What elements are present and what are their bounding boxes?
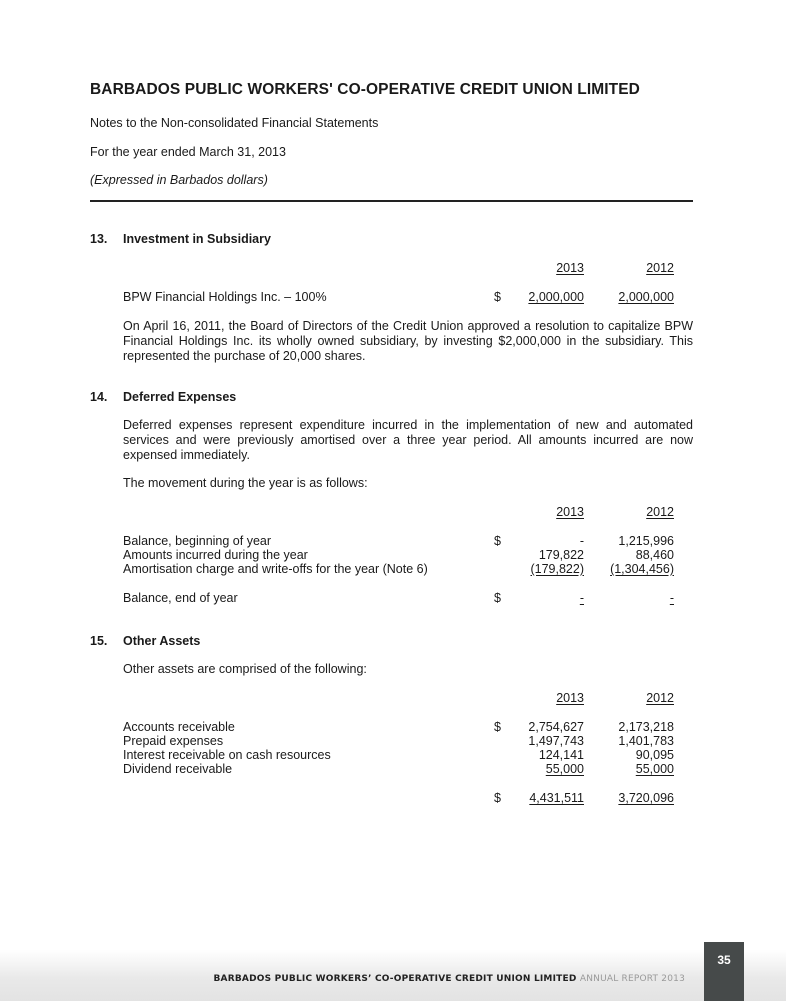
note-14-row-value-2012: (1,304,456) — [610, 562, 674, 576]
page-number: 35 — [717, 953, 731, 967]
note-15-total-currency: $ — [494, 791, 501, 805]
note-13-row-label: BPW Financial Holdings Inc. – 100% — [123, 290, 327, 304]
note-13-col-2013: 2013 — [556, 261, 584, 275]
note-15-row-value-2013: 2,754,627 — [528, 720, 584, 734]
note-14-row-value-2013: - — [579, 534, 584, 548]
note-14-total-2012: - — [669, 591, 674, 605]
note-15-total-2013: 4,431,511 — [529, 791, 584, 805]
note-14-row-label: Balance, beginning of year — [123, 534, 272, 548]
document-subtitle: Notes to the Non-consolidated Financial Statements — [90, 116, 379, 130]
header-divider — [90, 200, 693, 202]
note-15-row-value-2012: 90,095 — [635, 748, 674, 762]
page-number-tab — [704, 942, 744, 1001]
note-14-paragraph: Deferred expenses represent expenditure incurred in the implementation of new and automated services and were previously amortised over a three year period. All amounts incurred are now expensed immediately. — [123, 418, 693, 462]
footer-text — [213, 974, 685, 984]
note-13-currency: $ — [494, 290, 501, 304]
footer-report-name: ANNUAL REPORT 2013 — [579, 974, 685, 984]
note-13-title: Investment in Subsidiary — [123, 232, 271, 246]
note-15-number: 15. — [90, 634, 108, 648]
note-14-currency: $ — [494, 534, 501, 548]
note-14-row-value-2012: 88,460 — [635, 548, 674, 562]
reporting-period: For the year ended March 31, 2013 — [90, 145, 286, 159]
note-14-row-label: Amounts incurred during the year — [123, 548, 308, 562]
note-15-col-2012: 2012 — [646, 691, 674, 705]
document-title: BARBADOS PUBLIC WORKERS' CO-OPERATIVE CREDIT UNION LIMITED — [90, 81, 640, 98]
note-14-row-value-2012: 1,215,996 — [618, 534, 674, 548]
note-15-intro: Other assets are comprised of the following: — [123, 662, 367, 676]
note-15-row-value-2012: 1,401,783 — [618, 734, 674, 748]
note-15-total-2012: 3,720,096 — [618, 791, 674, 805]
footer-org-name: BARBADOS PUBLIC WORKERS’ CO-OPERATIVE CREDIT UNION LIMITED — [213, 974, 577, 984]
note-13-value-2013: 2,000,000 — [528, 290, 584, 304]
note-14-row-value-2013: 179,822 — [538, 548, 584, 562]
note-15-row-label: Accounts receivable — [123, 720, 235, 734]
note-14-col-2013: 2013 — [556, 505, 584, 519]
note-15-row-value-2012: 2,173,218 — [618, 720, 674, 734]
note-14-row-label: Amortisation charge and write-offs for the year (Note 6) — [123, 562, 428, 576]
note-13-value-2012: 2,000,000 — [618, 290, 674, 304]
note-15-row-label: Dividend receivable — [123, 762, 233, 776]
note-13-paragraph: On April 16, 2011, the Board of Directors of the Credit Union approved a resolution to capitalize BPW Financial Holdings Inc. its wholly owned subsidiary, by investing $2,000,000 in the subsidiary. This represented the purchase of 20,000 shares. — [123, 319, 693, 363]
note-13-number: 13. — [90, 232, 108, 246]
note-14-row-value-2013: (179,822) — [530, 562, 584, 576]
note-15-row-value-2013: 55,000 — [545, 762, 584, 776]
note-14-total-2013: - — [579, 591, 584, 605]
note-14-col-2012: 2012 — [646, 505, 674, 519]
note-15-row-value-2012: 55,000 — [635, 762, 674, 776]
note-15-title: Other Assets — [123, 634, 201, 648]
note-14-total-currency: $ — [494, 591, 501, 605]
note-15-row-value-2013: 1,497,743 — [528, 734, 584, 748]
note-13-col-2012: 2012 — [646, 261, 674, 275]
note-14-intro: The movement during the year is as follows: — [123, 476, 368, 490]
note-15-row-label: Interest receivable on cash resources — [123, 748, 331, 762]
note-15-row-label: Prepaid expenses — [123, 734, 224, 748]
note-14-total-label: Balance, end of year — [123, 591, 238, 605]
note-15-currency: $ — [494, 720, 501, 734]
currency-note: (Expressed in Barbados dollars) — [90, 173, 268, 187]
note-15-row-value-2013: 124,141 — [538, 748, 584, 762]
note-15-col-2013: 2013 — [556, 691, 584, 705]
note-14-title: Deferred Expenses — [123, 390, 237, 404]
note-14-number: 14. — [90, 390, 108, 404]
